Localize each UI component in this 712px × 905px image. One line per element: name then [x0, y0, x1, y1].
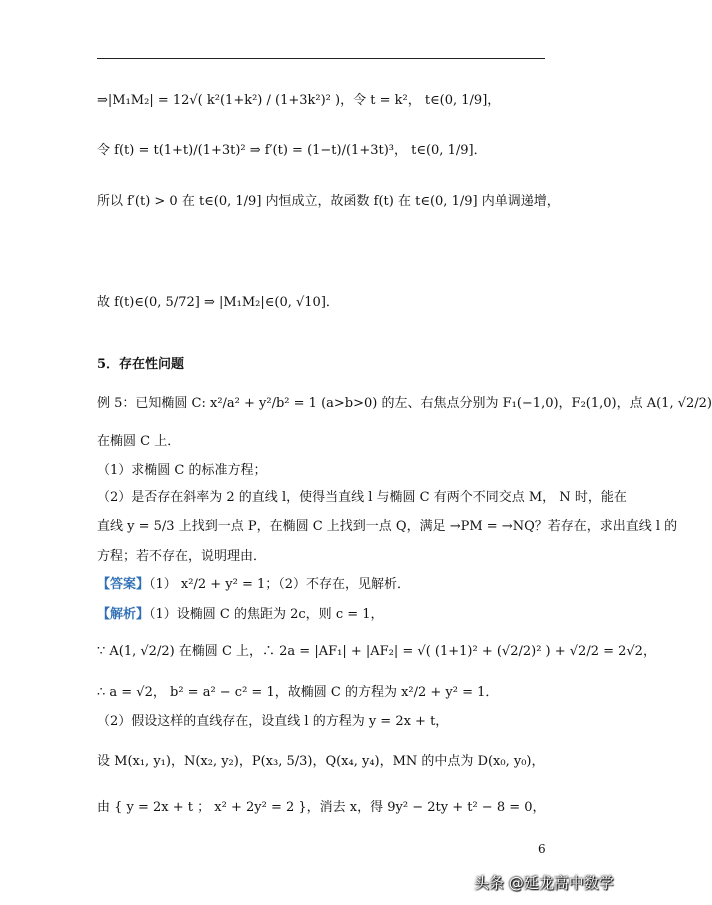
question-1: （1）求椭圆 C 的标准方程； [97, 463, 267, 478]
answer-line [97, 576, 410, 594]
analysis-text: （1）设椭圆 C 的焦距为 2c，则 c = 1， [149, 607, 384, 622]
header-rule [97, 58, 545, 59]
text-line-4: 故 f(t)∈(0, 5/72] ⇒ |M₁M₂|∈(0, √10]． [97, 295, 339, 310]
text-line-3: 所以 f′(t) > 0 在 t∈(0, 1/9] 内恒成立，故函数 f(t) 在 t∈(0, 1/9] 内单调递增， [97, 194, 560, 209]
example-line-2: 在椭圆 C 上． [97, 434, 181, 449]
question-2-line-2: 直线 y = 5/3 上找到一点 P，在椭圆 C 上找到一点 Q，满足 →PM = →NQ？若存在，求出直线 l 的 [97, 519, 678, 534]
solution-line-4: 设 M(x₁, y₁)，N(x₂, y₂)，P(x₃, 5/3)，Q(x₄, y₄)，MN 的中点为 D(x₀, y₀)， [97, 754, 545, 769]
analysis-line [97, 606, 384, 624]
section-heading: 5．存在性问题 [97, 357, 185, 372]
answer-label: 【答案】 [97, 577, 150, 592]
formula-line-2: 令 f(t) = t(1+t)/(1+3t)² ⇒ f′(t) = (1−t)/(1+3t)³， t∈(0, 1/9]． [97, 143, 487, 158]
analysis-label: 【解析】 [97, 607, 150, 622]
formula-line-1: ⇒|M₁M₂| = 12√( k²(1+k²) / (1+3k²)² )，令 t = k²， t∈(0, 1/9]， [97, 93, 501, 108]
solution-line-1: ∵ A(1, √2/2) 在椭圆 C 上，∴ 2a = |AF₁| + |AF₂| = √( (1+1)² + (√2/2)² ) + √2/2 = 2√2， [97, 644, 656, 659]
answer-text: （1） x²/2 + y² = 1；（2）不存在，见解析． [149, 577, 411, 592]
example-line-1: 例 5：已知椭圆 C: x²/a² + y²/b² = 1 (a>b>0) 的左、右焦点分别为 F₁(−1,0)，F₂(1,0)，点 A(1, √2/2) [97, 396, 712, 411]
solution-line-3: （2）假设这样的直线存在，设直线 l 的方程为 y = 2x + t， [97, 714, 449, 729]
watermark: 头条 @延龙高中数学 [474, 874, 614, 892]
solution-line-5: 由 { y = 2x + t ； x² + 2y² = 2 }，消去 x，得 9y² − 2ty + t² − 8 = 0， [97, 800, 546, 815]
page-number: 6 [538, 842, 546, 856]
question-2-line-3: 方程；若不存在，说明理由． [97, 549, 267, 564]
question-2-line-1: （2）是否存在斜率为 2 的直线 l，使得当直线 l 与椭圆 C 有两个不同交点 M， N 时，能在 [97, 490, 627, 505]
solution-line-2: ∴ a = √2， b² = a² − c² = 1，故椭圆 C 的方程为 x²/2 + y² = 1． [97, 685, 499, 700]
